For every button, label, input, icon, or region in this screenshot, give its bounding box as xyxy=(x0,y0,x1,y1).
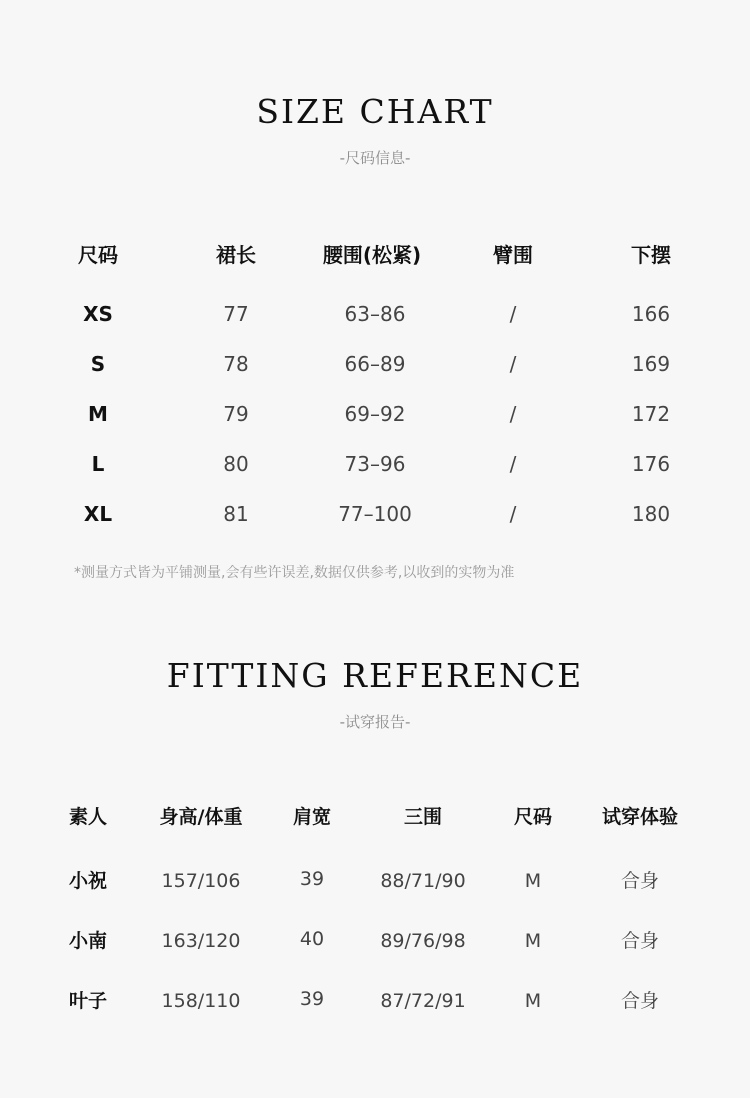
table-row xyxy=(0,399,750,429)
shoulder-cell: 40 xyxy=(299,928,325,950)
column-header: 肩宽 xyxy=(292,806,331,828)
size-chart-header-row xyxy=(0,240,750,270)
length-cell: 79 xyxy=(223,402,249,426)
model-name-cell: 叶子 xyxy=(68,990,107,1012)
hem-cell: 172 xyxy=(631,402,671,426)
size-cell: S xyxy=(90,352,106,376)
shoulder-cell: 39 xyxy=(299,868,325,890)
size-cell: M xyxy=(524,990,542,1012)
column-header: 下摆 xyxy=(631,243,671,267)
column-header: 裙长 xyxy=(216,243,256,267)
height-weight-cell: 163/120 xyxy=(161,930,241,952)
waist-cell: 66–89 xyxy=(344,352,406,376)
arm-cell: / xyxy=(509,352,517,376)
arm-cell: / xyxy=(509,302,517,326)
height-weight-cell: 158/110 xyxy=(161,990,241,1012)
waist-cell: 77–100 xyxy=(338,502,412,526)
arm-cell: / xyxy=(509,452,517,476)
size-chart-subtitle: -尺码信息- xyxy=(339,149,411,167)
fit-result-cell: 合身 xyxy=(620,870,659,892)
fit-result-cell: 合身 xyxy=(620,990,659,1012)
fitting-header-row xyxy=(0,802,750,832)
arm-cell: / xyxy=(509,502,517,526)
size-cell: XS xyxy=(83,302,113,326)
shoulder-cell: 39 xyxy=(299,988,325,1010)
table-row xyxy=(0,349,750,379)
size-cell: L xyxy=(91,452,105,476)
hem-cell: 176 xyxy=(631,452,671,476)
length-cell: 78 xyxy=(223,352,249,376)
arm-cell: / xyxy=(509,402,517,426)
column-header: 腰围(松紧) xyxy=(322,243,422,267)
column-header: 试穿体验 xyxy=(601,806,678,828)
column-header: 尺码 xyxy=(78,243,118,267)
size-cell: XL xyxy=(83,502,113,526)
size-chart-title: SIZE CHART xyxy=(256,92,494,131)
table-row xyxy=(0,986,750,1016)
height-weight-cell: 157/106 xyxy=(161,870,241,892)
hem-cell: 166 xyxy=(631,302,671,326)
fitting-title: FITTING REFERENCE xyxy=(166,656,584,695)
model-name-cell: 小祝 xyxy=(68,870,107,892)
fit-result-cell: 合身 xyxy=(620,930,659,952)
column-header: 尺码 xyxy=(513,806,552,828)
table-row xyxy=(0,299,750,329)
size-cell: M xyxy=(524,930,542,952)
hem-cell: 180 xyxy=(631,502,671,526)
measurement-note: *测量方式皆为平铺测量,会有些许误差,数据仅供参考,以收到的实物为准 xyxy=(74,565,515,581)
fitting-subtitle: -试穿报告- xyxy=(339,713,411,731)
size-cell: M xyxy=(524,870,542,892)
column-header: 身高/体重 xyxy=(159,806,243,828)
length-cell: 77 xyxy=(223,302,249,326)
waist-cell: 63–86 xyxy=(344,302,406,326)
size-cell: M xyxy=(88,402,108,426)
waist-cell: 73–96 xyxy=(344,452,406,476)
measurements-cell: 87/72/91 xyxy=(380,990,466,1012)
hem-cell: 169 xyxy=(631,352,671,376)
model-name-cell: 小南 xyxy=(68,930,107,952)
length-cell: 81 xyxy=(223,502,249,526)
measurements-cell: 88/71/90 xyxy=(380,870,466,892)
table-row xyxy=(0,499,750,529)
length-cell: 80 xyxy=(223,452,249,476)
measurements-cell: 89/76/98 xyxy=(380,930,466,952)
waist-cell: 69–92 xyxy=(344,402,406,426)
table-row xyxy=(0,449,750,479)
column-header: 三围 xyxy=(403,806,442,828)
table-row xyxy=(0,866,750,896)
column-header: 素人 xyxy=(68,806,107,828)
table-row xyxy=(0,926,750,956)
column-header: 臂围 xyxy=(493,243,533,267)
